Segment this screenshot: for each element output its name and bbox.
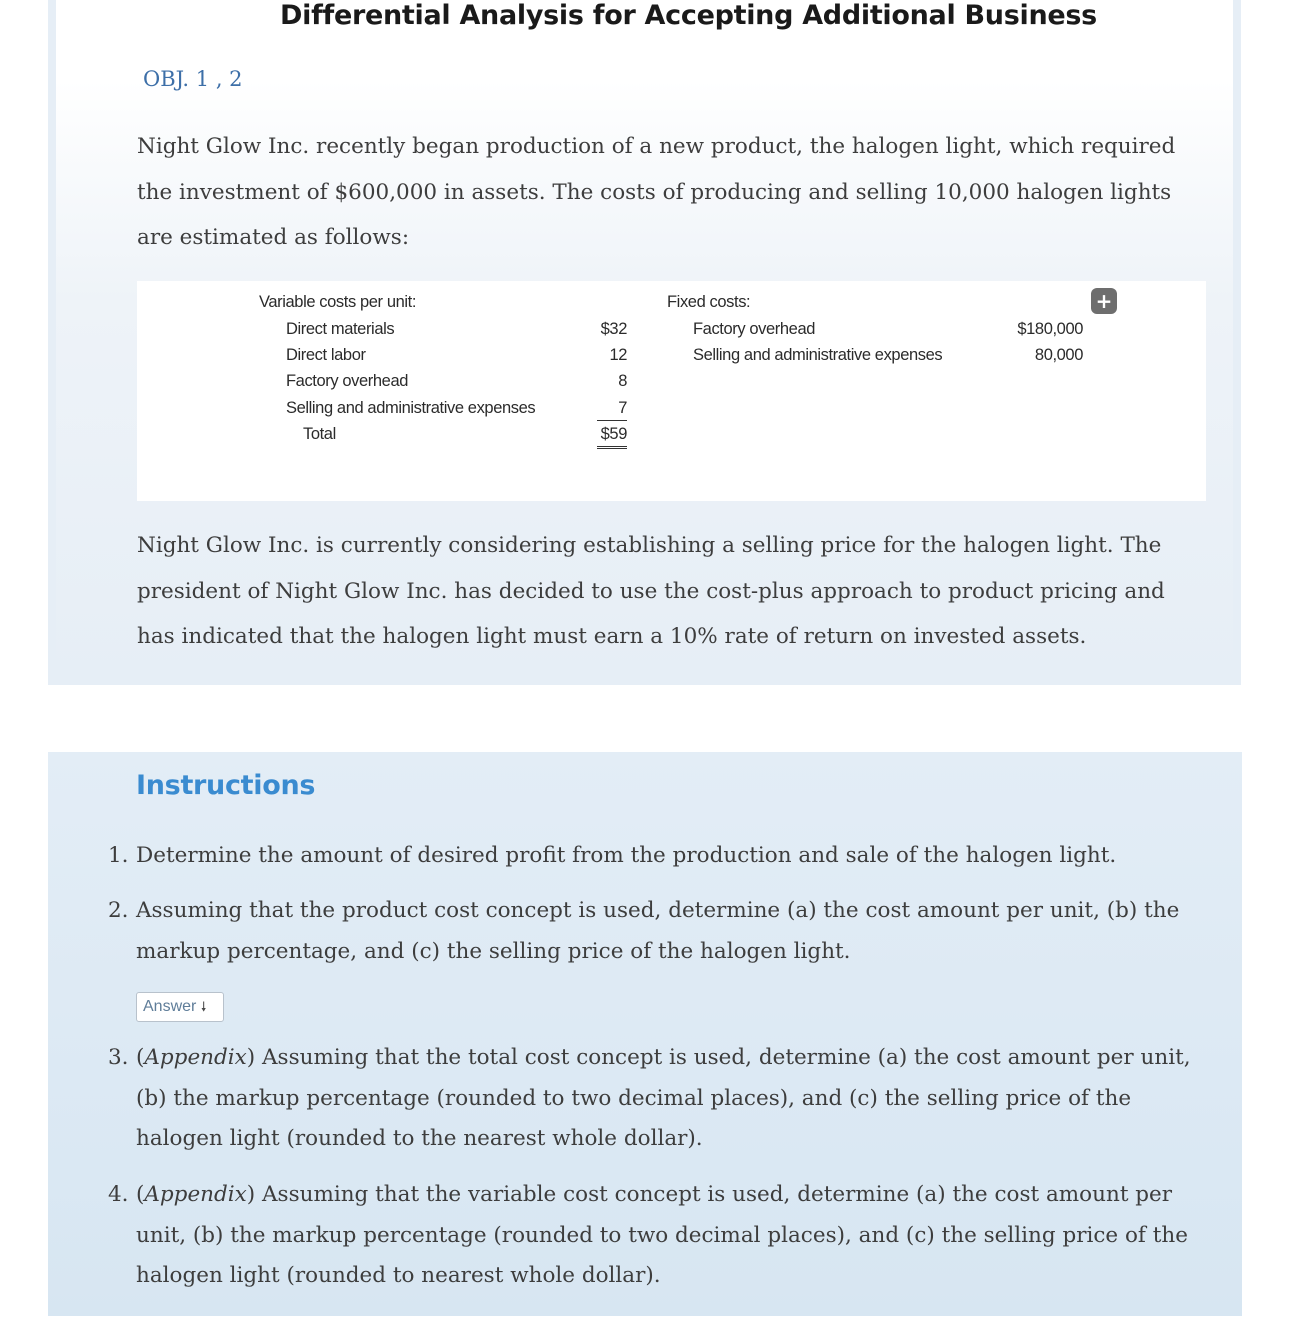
instruction-text: ) Assuming that the total cost concept is used, determine (a) the cost amount per unit, (b) the markup percentage (rounded to two decimal places), and (c) the selling price of the halogen light (rounded to the nearest whole dollar). bbox=[136, 1045, 1191, 1151]
fixed-cost-value: $180,000 bbox=[1017, 320, 1083, 338]
instruction-number: 4. bbox=[108, 1182, 129, 1207]
fixed-cost-label: Selling and administrative expenses bbox=[693, 346, 943, 364]
instruction-number: 3. bbox=[108, 1045, 129, 1070]
total-double-underline bbox=[597, 446, 627, 449]
variable-total-label: Total bbox=[303, 425, 336, 443]
instruction-number: 1. bbox=[108, 843, 129, 868]
fixed-cost-value: 80,000 bbox=[1034, 346, 1083, 364]
answer-label: Answer bbox=[143, 998, 197, 1015]
instruction-item bbox=[108, 836, 1218, 877]
arrow-down-icon: 🠗 bbox=[200, 999, 207, 1014]
instruction-paren: ( bbox=[136, 1045, 145, 1070]
answer-button[interactable] bbox=[136, 992, 224, 1022]
instruction-item bbox=[108, 1038, 1218, 1160]
variable-cost-label: Direct labor bbox=[286, 346, 366, 364]
instructions-heading: Instructions bbox=[136, 770, 316, 801]
variable-cost-value: 7 bbox=[618, 399, 627, 417]
instruction-item bbox=[108, 891, 1218, 972]
objective-label: OBJ. 1 , 2 bbox=[143, 67, 243, 91]
instruction-text: ) Assuming that the variable cost concept is used, determine (a) the cost amount per unit, (b) the markup percentage (rounded to two decimal places), and (c) the selling price of the halogen light (rounded to nearest whole dollar). bbox=[136, 1182, 1188, 1288]
variable-total-value: $59 bbox=[600, 425, 627, 443]
problem-title: Differential Analysis for Accepting Additional Business bbox=[280, 0, 1097, 31]
variable-costs-heading: Variable costs per unit: bbox=[259, 293, 417, 311]
variable-cost-label: Selling and administrative expenses bbox=[286, 399, 536, 417]
variable-cost-value: $32 bbox=[600, 320, 627, 338]
fixed-costs-heading: Fixed costs: bbox=[667, 293, 751, 311]
instruction-number: 2. bbox=[108, 898, 129, 923]
instruction-text: Determine the amount of desired profit from the production and sale of the halogen light. bbox=[136, 843, 1117, 868]
instruction-text: Assuming that the product cost concept is used, determine (a) the cost amount per unit, (b) the markup percentage, and (c) the selling price of the halogen light. bbox=[136, 898, 1180, 964]
appendix-label: Appendix bbox=[144, 1045, 247, 1070]
expand-plus-icon[interactable]: + bbox=[1091, 288, 1117, 314]
variable-cost-value: 12 bbox=[609, 346, 627, 364]
variable-cost-value: 8 bbox=[618, 372, 627, 390]
pricing-paragraph: Night Glow Inc. is currently considering establishing a selling price for the halogen light. The president of Night Glow Inc. has decided to use the cost-plus approach to product pricing and has indicated that the halogen light must earn a 10% rate of return on invested assets. bbox=[137, 533, 1165, 649]
instruction-item bbox=[108, 1175, 1218, 1297]
fixed-cost-label: Factory overhead bbox=[693, 320, 815, 338]
subtotal-underline bbox=[597, 420, 627, 421]
intro-paragraph: Night Glow Inc. recently began production of a new product, the halogen light, which required the investment of $600,000 in assets. The costs of producing and selling 10,000 halogen lights are estimated as follows: bbox=[137, 134, 1176, 250]
variable-cost-label: Direct materials bbox=[286, 320, 395, 338]
appendix-label: Appendix bbox=[144, 1182, 247, 1207]
cost-table bbox=[137, 281, 1206, 501]
instruction-paren: ( bbox=[136, 1182, 145, 1207]
variable-cost-label: Factory overhead bbox=[286, 372, 408, 390]
